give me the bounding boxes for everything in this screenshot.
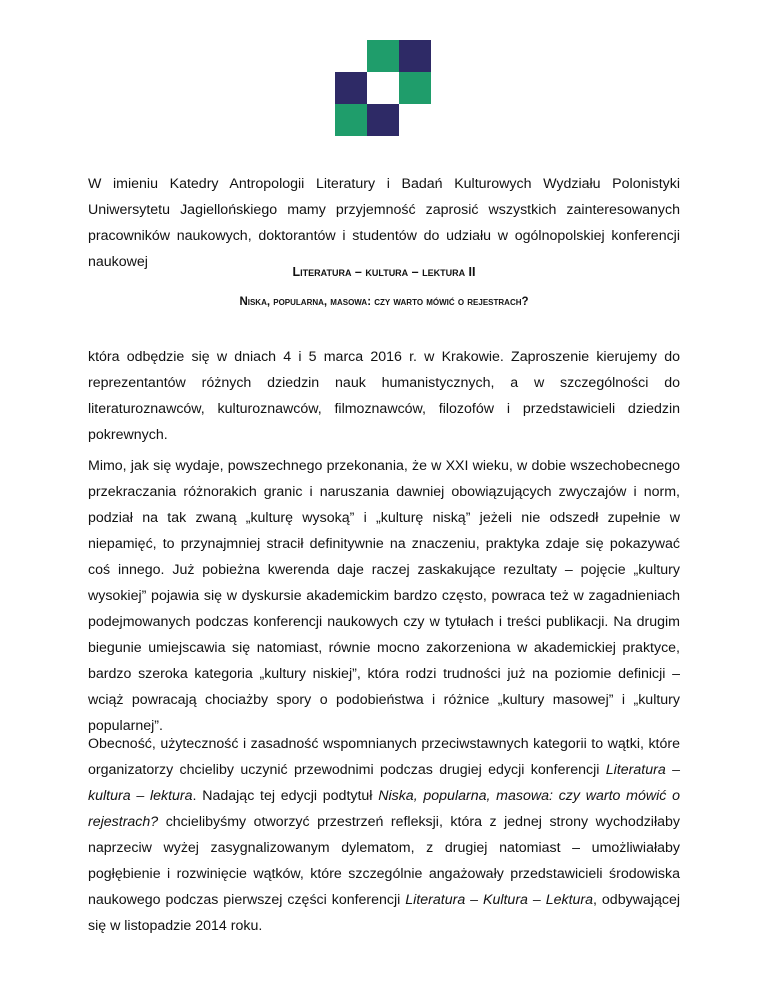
text-run: Obecność, użyteczność i zasadność wspomnianych przeciwstawnych kategorii to wątki, które organizatorzy chcieliby uczynić przewodnimi podczas drugiej edycji konferencji: [88, 736, 680, 778]
logo-square: [399, 40, 431, 72]
conference-subtitle: Niska, popularna, masowa: czy warto mówić o rejestrach?: [239, 296, 529, 308]
previous-conference-italic: Literatura – Kultura – Lektura: [405, 892, 594, 908]
text-run: , odbywającej się w listopadzie 2014 roku.: [88, 892, 680, 934]
logo-square: [335, 104, 367, 136]
paragraph-text: Mimo, jak się wydaje, powszechnego przekonania, że w XXI wieku, w dobie wszechobecnego przekraczania różnorakich granic i naruszania dawniej obowiązujących zwyczajów i norm, podział na tak zwaną „kulturę wysoką” i „kulturę niską” jeżeli nie odszedł zupełnie w niepamięć, to przynajmniej stracił definitywnie na znaczeniu, praktyka zdaje się pokazywać coś innego. Już pobieżna kwerenda daje raczej zaskakujące rezultaty – pojęcie „kultury wysokiej” pojawia się w dyskursie akademickim bardzo często, powraca też w zagadnieniach podejmowanych podczas konferencji naukowych czy w tytułach i treści publikacji. Na drugim biegunie umiejscawia się natomiast, równie mocno zakorzeniona w akademickiej praktyce, bardzo szeroka kategoria „kultury niskiej”, która rodzi trudności już na poziomie definicji – wciąż powracają chociażby spory o podobieństwa i różnice „kultury masowej” i „kultury popularnej”.: [88, 458, 680, 734]
university-logo: [335, 40, 431, 136]
conference-name-italic: Literatura – kultura – lektura: [88, 762, 680, 804]
conference-title: Literatura – kultura – lektura II: [292, 265, 476, 279]
text-run: chcielibyśmy otworzyć przestrzeń refleksji, która z jednej strony wychodziłaby naprzeciw wyżej zasygnalizowanym dylematom, z drugiej natomiast – umożliwiałaby pogłębienie i rozwinięcie wątków, które szczególnie angażowały przedstawicieli środowiska naukowego podczas pierwszej części konferencji: [88, 814, 680, 908]
conference-subtitle-italic: Niska, popularna, masowa: czy warto mówić o rejestrach?: [88, 788, 680, 830]
intro-paragraph: [88, 171, 680, 275]
logo-square: [399, 72, 431, 104]
logo-square: [335, 72, 367, 104]
paragraph-aims: [88, 731, 680, 939]
paragraph-text: która odbędzie się w dniach 4 i 5 marca 2016 r. w Krakowie. Zaproszenie kierujemy do reprezentantów różnych dziedzin nauk humanistycznych, a w szczególności do literaturoznawców, kulturoznawców, filmoznawców, filozofów i przedstawicieli dziedzin pokrewnych.: [88, 349, 680, 443]
text-run: . Nadając tej edycji podtytuł: [192, 788, 379, 804]
paragraph-details: [88, 344, 680, 448]
paragraph-context: [88, 453, 680, 739]
logo-square: [367, 104, 399, 136]
intro-text: W imieniu Katedry Antropologii Literatury i Badań Kulturowych Wydziału Polonistyki Uniwersytetu Jagiellońskiego mamy przyjemność zaprosić wszystkich zainteresowanych pracowników naukowych, doktorantów i studentów do udziału w ogólnopolskiej konferencji naukowej: [88, 176, 680, 270]
logo-square: [367, 40, 399, 72]
paragraph-text: [88, 731, 680, 939]
